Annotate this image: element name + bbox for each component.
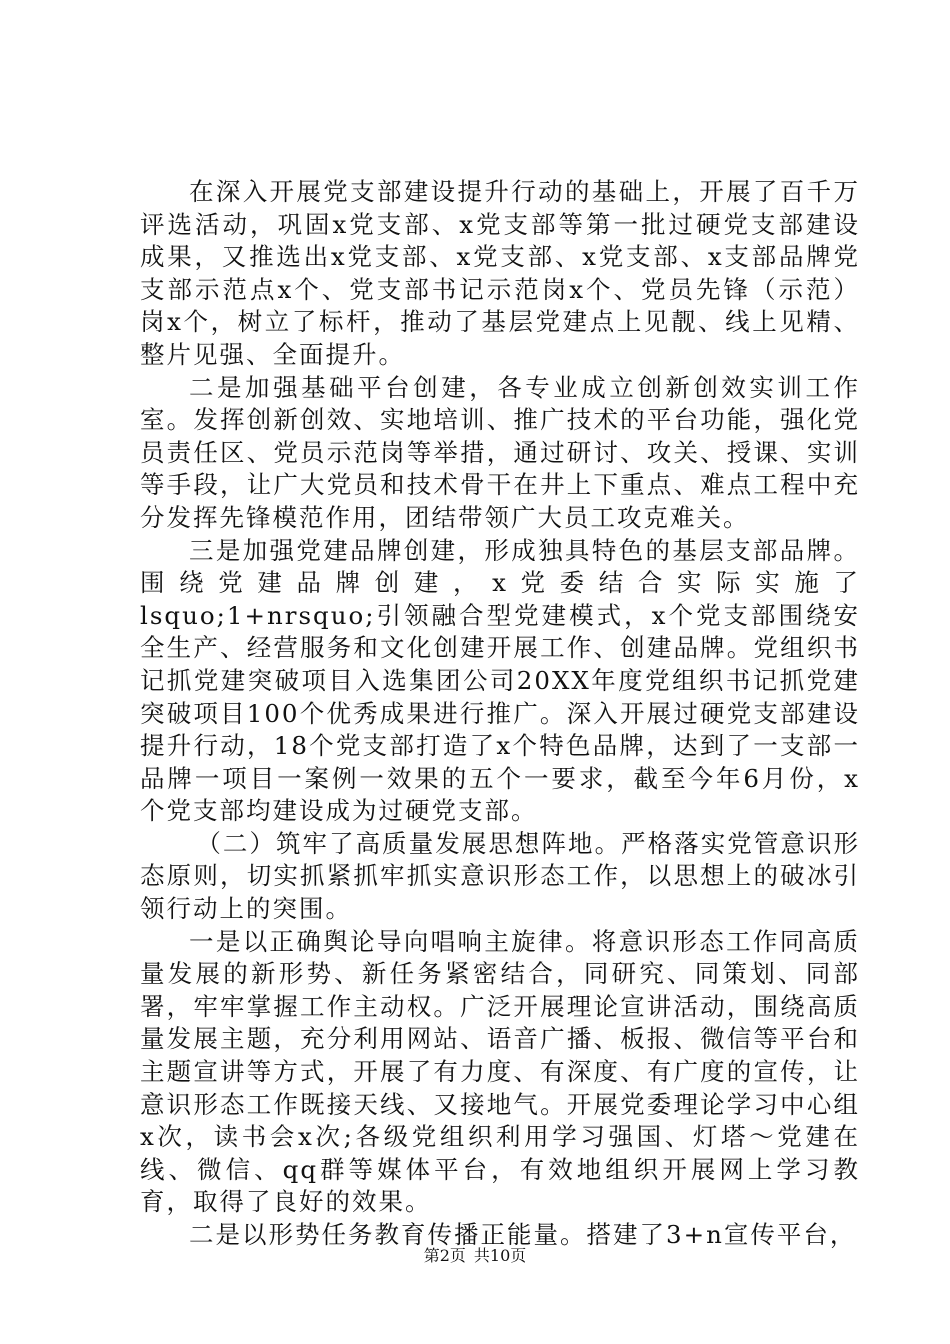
document-body — [140, 176, 860, 1252]
paragraph-4: （二）筑牢了高质量发展思想阵地。严格落实党管意识形态原则，切实抓紧抓牢抓实意识形态工作，以思想上的破冰引领行动上的突围。 — [140, 828, 860, 924]
paragraph-5: 一是以正确舆论导向唱响主旋律。将意识形态工作同高质量发展的新形势、新任务紧密结合，同研究、同策划、同部署，牢牢掌握工作主动权。广泛开展理论宣讲活动，围绕高质量发展主题，充分利用网站、语音广播、板报、微信等平台和主题宣讲等方式，开展了有力度、有深度、有广度的宣传，让意识形态工作既接天线、又接地气。开展党委理论学习中心组x次，读书会x次;各级党组织利用学习强国、灯塔～党建在线、微信、qq群等媒体平台，有效地组织开展网上学习教育，取得了良好的效果。 — [140, 926, 860, 1217]
paragraph-1: 在深入开展党支部建设提升行动的基础上，开展了百千万评选活动，巩固x党支部、x党支部等第一批过硬党支部建设成果，又推选出x党支部、x党支部、x党支部、x支部品牌党支部示范点x个、党支部书记示范岗x个、党员先锋（示范）岗x个，树立了标杆，推动了基层党建点上见靓、线上见精、整片见强、全面提升。 — [140, 177, 860, 369]
page-footer — [0, 1243, 950, 1266]
page-total: 共10页 — [473, 1246, 527, 1265]
page-number: 第2页 — [423, 1246, 466, 1265]
paragraph-6: 二是以形势任务教育传播正能量。搭建了3+n宣传平台， — [189, 1220, 857, 1249]
paragraph-3: 三是加强党建品牌创建，形成独具特色的基层支部品牌。围绕党建品牌创建，x党委结合实际实施了lsquo;1+nrsquo;引领融合型党建模式，x个党支部围绕安全生产、经营服务和文化创建开展工作、创建品牌。党组织书记抓党建突破项目入选集团公司20XX年度党组织书记抓党建突破项目100个优秀成果进行推广。深入开展过硬党支部建设提升行动，18个党支部打造了x个特色品牌，达到了一支部一品牌一项目一案例一效果的五个一要求，截至今年6月份，x个党支部均建设成为过硬党支部。 — [140, 535, 860, 826]
paragraph-2: 二是加强基础平台创建，各专业成立创新创效实训工作室。发挥创新创效、实地培训、推广技术的平台功能，强化党员责任区、党员示范岗等举措，通过研讨、攻关、授课、实训等手段，让广大党员和技术骨干在井上下重点、难点工程中充分发挥先锋模范作用，团结带领广大员工攻克难关。 — [140, 372, 860, 532]
